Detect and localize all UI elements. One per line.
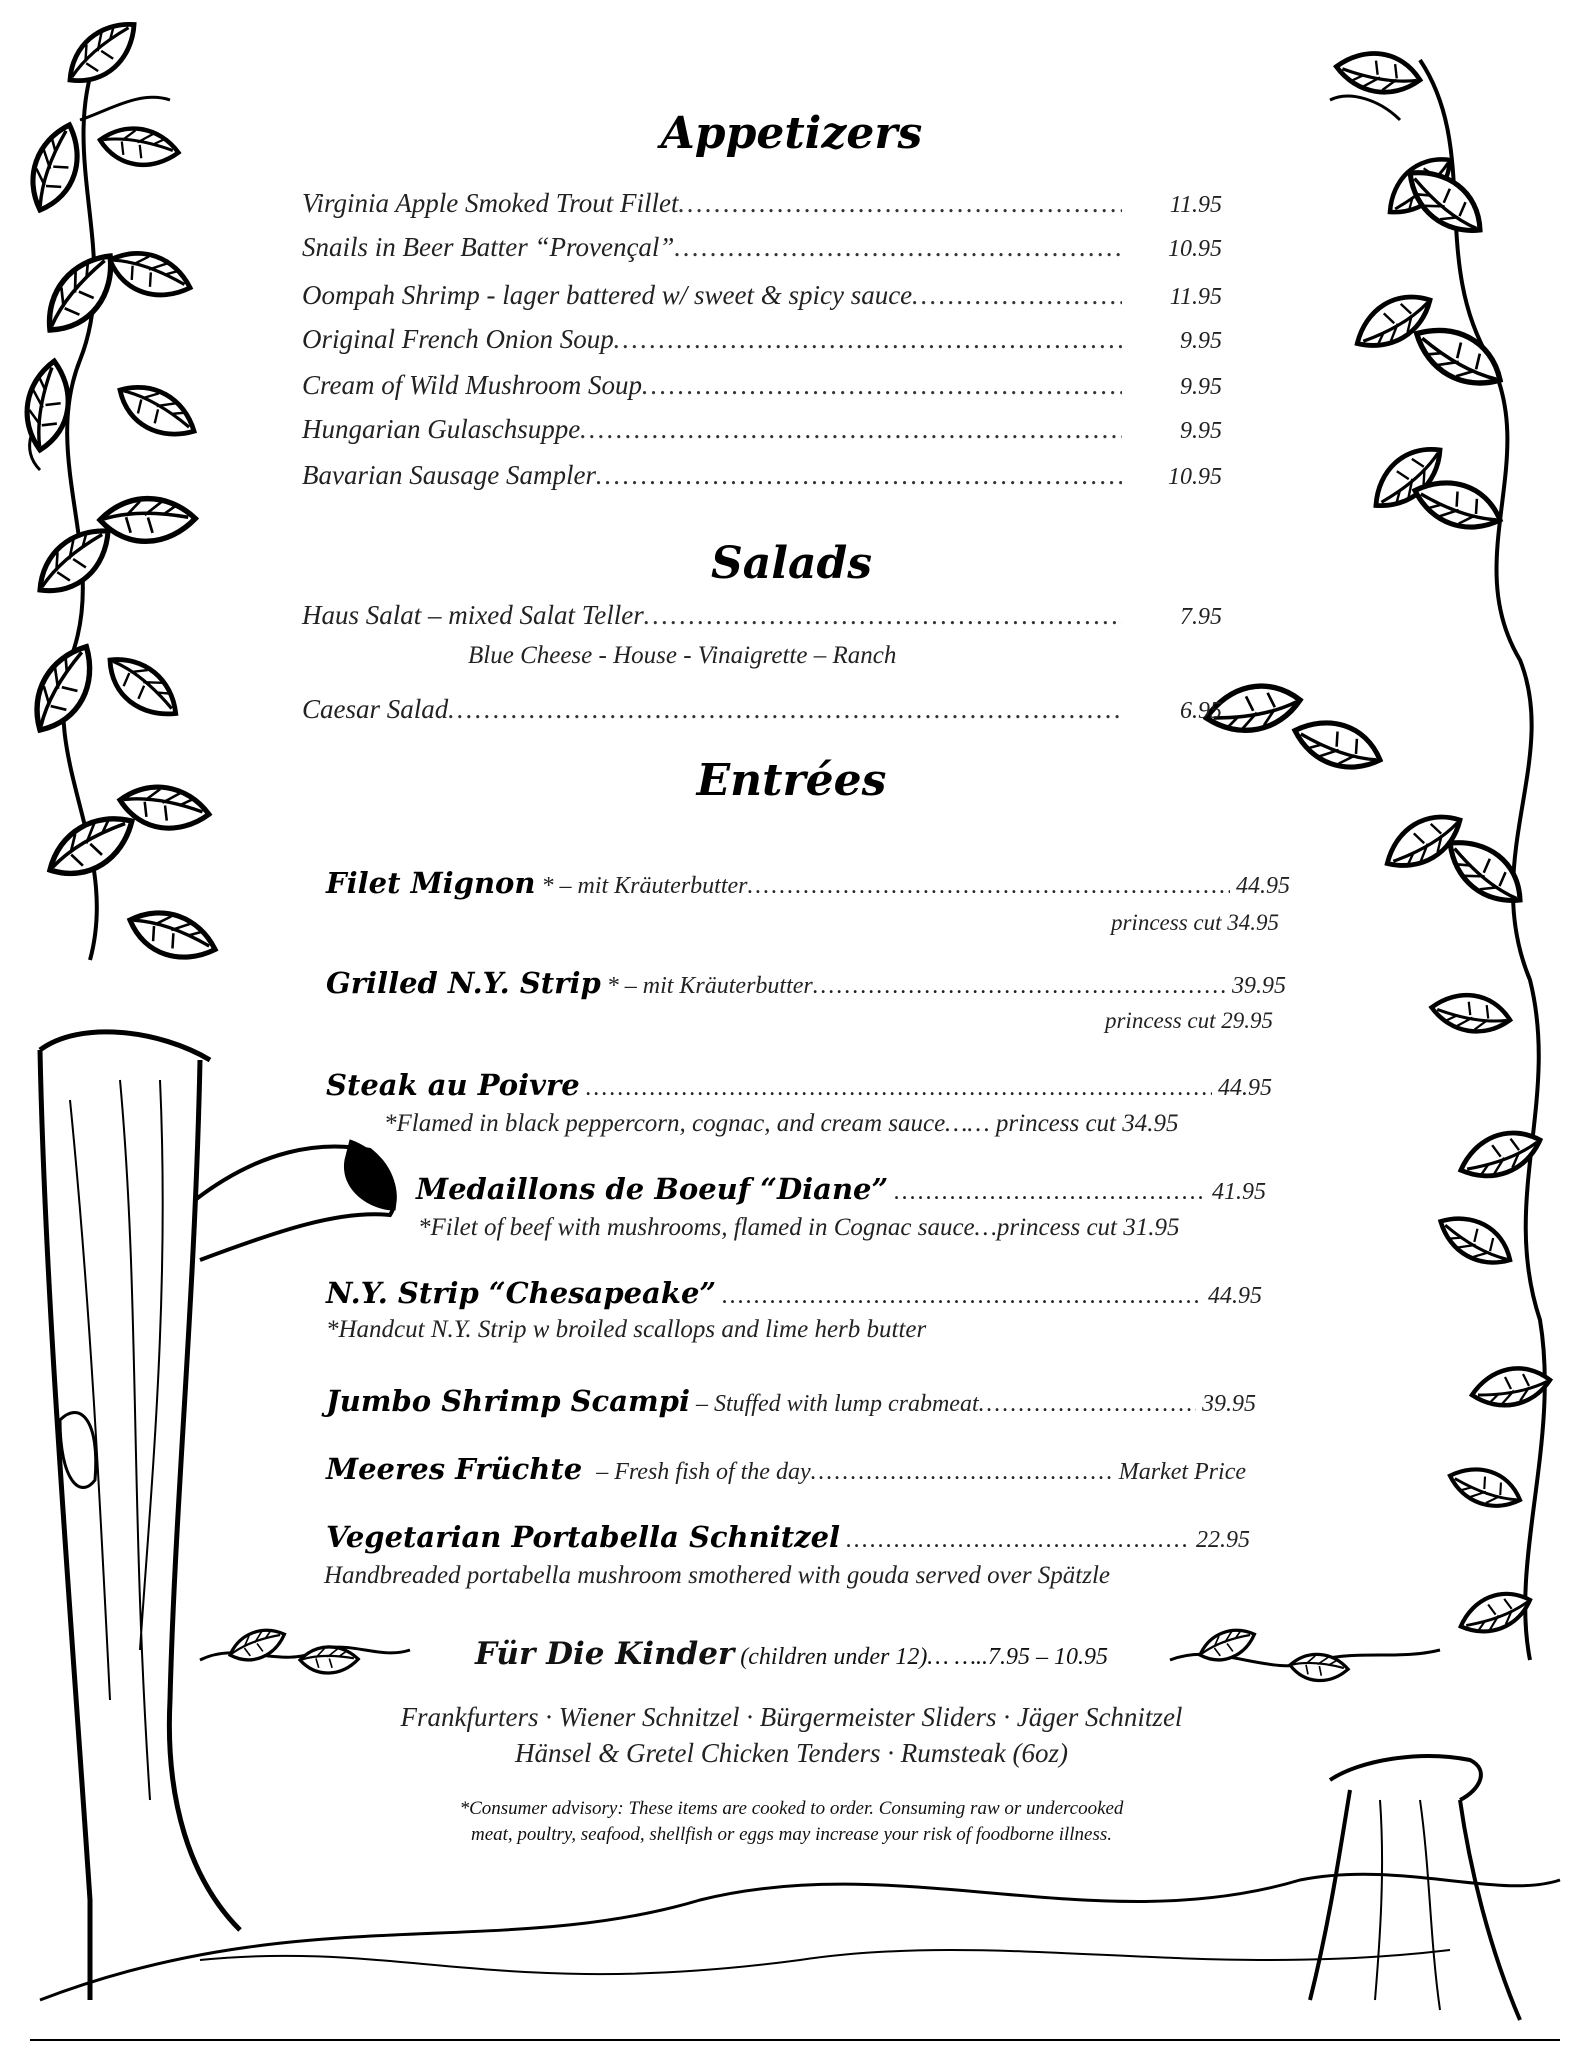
entree-name: Steak au Poivre [326,1068,580,1102]
entree-name: Jumbo Shrimp Scampi [326,1384,690,1418]
entree-item [326,1068,1272,1102]
leader-dots [674,232,1122,263]
item-price: 9.95 [1180,374,1222,400]
kids-menu-line [0,1636,1583,1672]
entree-name: Meeres Früchte [326,1452,583,1486]
entree-price: 22.95 [1196,1527,1250,1553]
item-name: Oompah Shrimp - lager battered w/ sweet & spicy sauce [302,280,913,310]
item-name: Snails in Beer Batter “Provençal” [302,232,675,262]
kids-menu-title: Für Die Kinder [474,1636,735,1672]
item-price: 10.95 [1168,464,1222,490]
entree-description: * – mit Kräuterbutter [606,973,813,999]
leader-dots [448,694,1122,725]
entree-price: 44.95 [1236,873,1290,899]
entree-price: 44.95 [1208,1283,1262,1309]
entree-description: * – mit Kräuterbutter [541,873,748,899]
item-price: 6.95 [1180,698,1222,724]
appetizer-item [302,370,1222,401]
kids-menu-items-line1: Frankfurters · Wiener Schnitzel · Bürgermeister Sliders · Jäger Schnitzel [400,1702,1183,1732]
leader-dots [586,1075,1212,1102]
kids-menu-items-line2: Hänsel & Gretel Chicken Tenders · Rumsteak (6oz) [515,1738,1068,1768]
leader-dots [979,1391,1196,1418]
leader-dots [644,600,1122,631]
leader-dots [596,460,1122,491]
item-name: Bavarian Sausage Sampler [302,460,596,490]
leader-dots [813,973,1226,1000]
entree-price: 39.95 [1232,973,1286,999]
appetizer-item [302,232,1222,263]
salad-item [302,600,1222,631]
leader-dots [748,873,1231,900]
appetizer-item [302,188,1222,219]
entree-description: – Stuffed with lump crabmeat [695,1391,979,1417]
appetizer-item [302,280,1222,311]
appetizer-item [302,460,1222,491]
entrees-heading: Entrées [696,755,887,806]
advisory-line1: *Consumer advisory: These items are cooked to order. Consuming raw or undercooked [459,1798,1124,1819]
leader-dots [642,370,1122,401]
leader-dots [811,1459,1113,1486]
entree-note: *Handcut N.Y. Strip w broiled scallops and lime herb butter [326,1316,927,1343]
dressing-options: Blue Cheese - House - Vinaigrette – Ranch [468,642,897,669]
kids-menu-description: (children under 12)… …..7.95 – 10.95 [740,1644,1109,1670]
entree-item [326,966,1286,1000]
leader-dots [894,1179,1206,1206]
entree-item [416,1172,1266,1206]
salad-item [302,694,1222,725]
advisory-line2: meat, poultry, seafood, shellfish or eggs may increase your risk of foodborne illness. [470,1824,1113,1845]
leader-dots [912,280,1122,311]
leader-dots [722,1283,1202,1310]
entree-name: Vegetarian Portabella Schnitzel [326,1520,841,1554]
appetizer-item [302,414,1222,445]
entree-price: Market Price [1118,1459,1246,1485]
appetizer-item [302,324,1222,355]
leader-dots [614,324,1122,355]
leader-dots [846,1527,1190,1554]
entree-name: Grilled N.Y. Strip [326,966,601,1000]
item-name: Original French Onion Soup [302,324,614,354]
item-price: 11.95 [1169,192,1222,218]
entree-item [326,1276,1262,1310]
item-price: 9.95 [1180,328,1222,354]
entree-item [326,1452,1246,1486]
entree-description: – Fresh fish of the day [596,1459,811,1485]
item-name: Haus Salat – mixed Salat Teller [302,600,644,630]
item-price: 11.95 [1169,284,1222,310]
entree-name: Medaillons de Boeuf “Diane” [416,1172,889,1206]
entree-item [326,866,1290,900]
entree-note: princess cut 29.95 [1104,1008,1273,1033]
appetizers-heading: Appetizers [660,108,923,159]
item-name: Virginia Apple Smoked Trout Fillet [302,188,679,218]
entree-price: 44.95 [1218,1075,1272,1101]
entree-item [326,1384,1256,1418]
entree-note: *Flamed in black peppercorn, cognac, and cream sauce…… princess cut 34.95 [384,1110,1179,1137]
entree-price: 41.95 [1212,1179,1266,1205]
salads-heading: Salads [710,538,873,589]
entree-price: 39.95 [1202,1391,1256,1417]
entree-note: *Filet of beef with mushrooms, flamed in Cognac sauce…princess cut 31.95 [418,1214,1180,1241]
entree-note: Handbreaded portabella mushroom smothered with gouda served over Spätzle [324,1562,1111,1589]
item-name: Cream of Wild Mushroom Soup [302,370,643,400]
item-price: 9.95 [1180,418,1222,444]
entree-note: princess cut 34.95 [1110,910,1279,935]
leader-dots [580,414,1122,445]
leader-dots [678,188,1122,219]
entree-item [326,1520,1250,1554]
item-name: Hungarian Gulaschsuppe [302,414,581,444]
item-price: 10.95 [1168,236,1222,262]
consumer-advisory [0,1796,1583,1848]
entree-name: Filet Mignon [326,866,536,900]
entree-name: N.Y. Strip “Chesapeake” [326,1276,717,1310]
item-price: 7.95 [1180,604,1222,630]
item-name: Caesar Salad [302,694,449,724]
